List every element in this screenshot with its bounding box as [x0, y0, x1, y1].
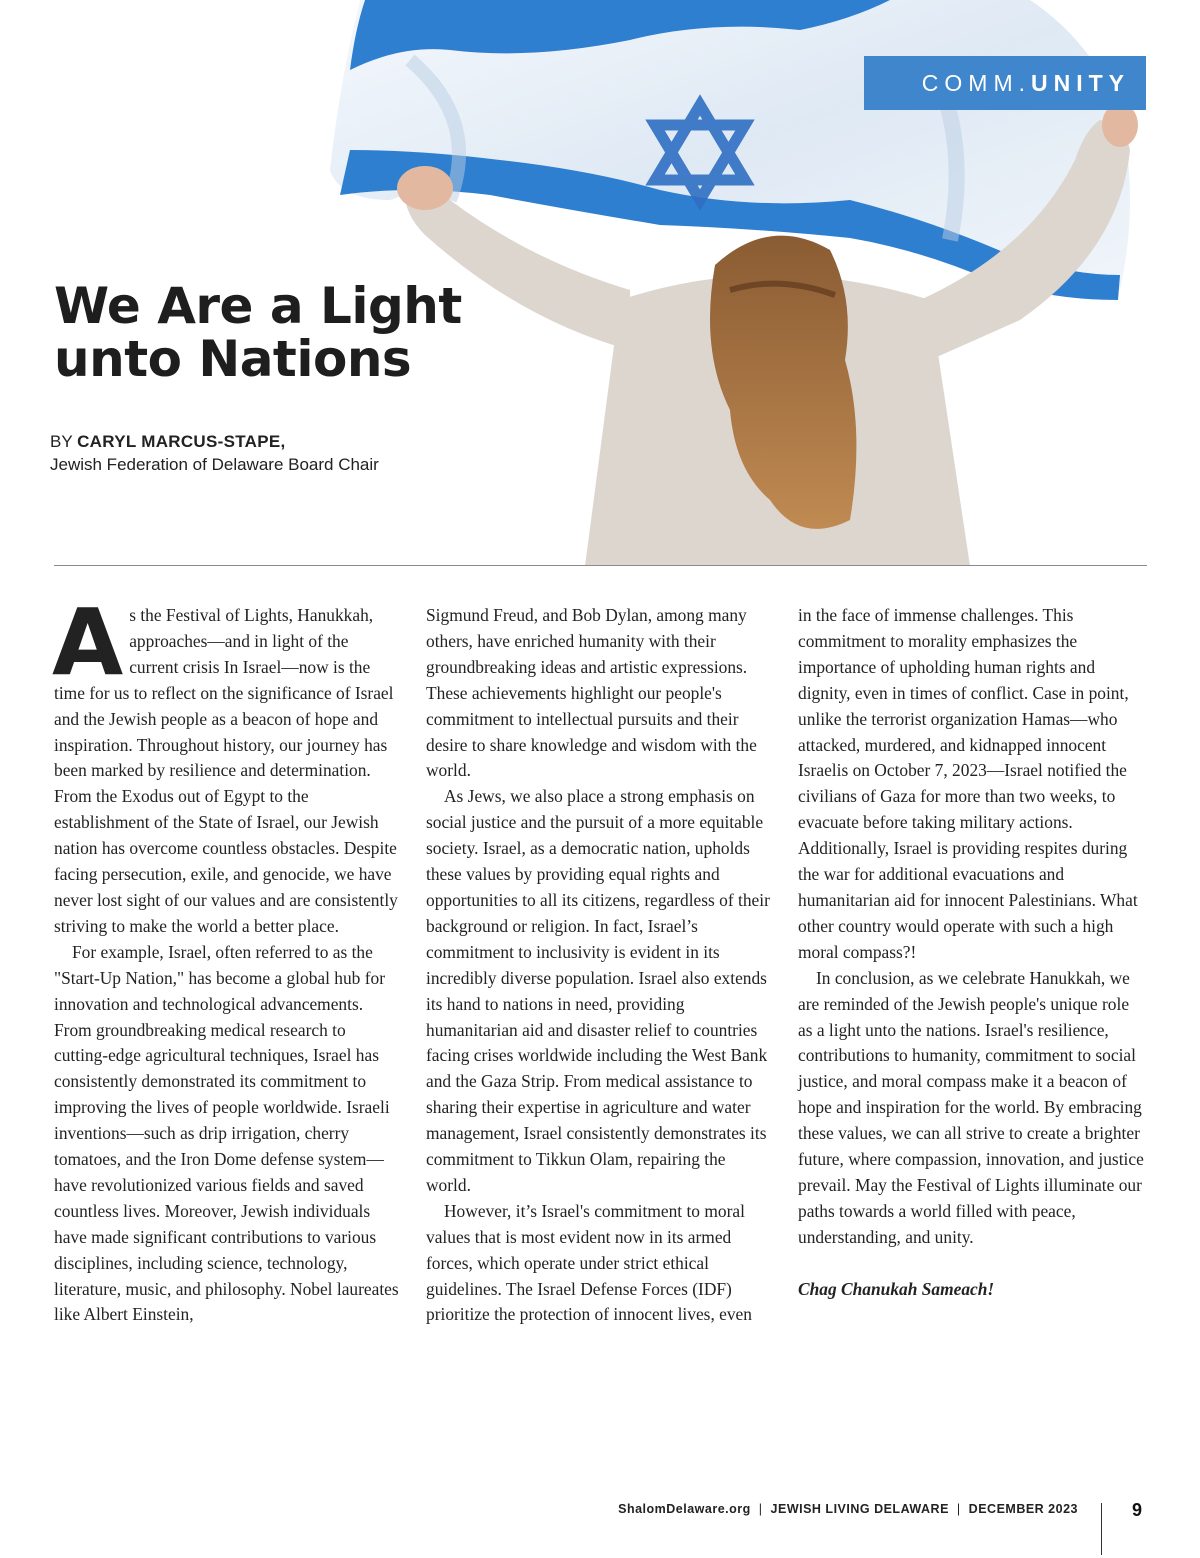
byline-author: CARYL MARCUS-STAPE, [77, 432, 286, 451]
paragraph: As Jews, we also place a strong emphasis on social justice and the pursuit of a more equitable society. Israel, as a democratic nation, upholds these values by providing equal rights and opportunities to all its citizens, regardless of their background or religion. In fact, Israel’s commitment to inclusivity is evident in its incredibly diverse population. Israel also extends its hand to nations in need, providing humanitarian aid and disaster relief to countries facing crises worldwide including the West Bank and the Gaza Strip. From medical assistance to sharing their expertise in agriculture and water management, Israel consistently demonstrates its commitment to Tikkun Olam, repairing the world. [426, 786, 770, 1195]
page-footer: ShalomDelaware.org | JEWISH LIVING DELAWARE | DECEMBER 2023 [618, 1502, 1078, 1516]
paragraph: In conclusion, as we celebrate Hanukkah, we are reminded of the Jewish people's unique role as a light unto the nations. Israel's resilience, contributions to humanity, commitment to social justice, and moral compass make it a beacon of hope and inspiration for the world. By embracing these values, we can all strive to create a brighter future, where compassion, innovation, and justice prevail. May the Festival of Lights illuminate our paths towards a world filled with peace, understanding, and unity. [798, 967, 1144, 1247]
footer-website-link[interactable]: ShalomDelaware.org [618, 1502, 751, 1516]
headline-line-1: We Are a Light [54, 277, 462, 335]
paragraph: Sigmund Freud, and Bob Dylan, among many others, have enriched humanity with their groundbreaking ideas and artistic expressions. These achievements highlight our people's commitment to intellectual pursuits and their desire to share knowledge and wisdom with the world. [426, 605, 757, 781]
byline [50, 430, 379, 476]
article-column-2 [426, 603, 772, 1328]
paragraph: For example, Israel, often referred to as the "Start-Up Nation," has become a global hub for innovation and technological advancements. From groundbreaking medical research to cutting-edge agricultural techniques, Israel has consistently demonstrated its commitment to improving the lives of people worldwide. Israeli inventions—such as drip irrigation, cherry tomatoes, and the Iron Dome defense system—have revolutionized various fields and saved countless lives. Moreover, Jewish individuals have made significant contributions to various disciplines, including science, technology, literature, music, and philosophy. Nobel laureates like Albert Einstein, [54, 941, 399, 1325]
drop-cap: A [52, 589, 124, 696]
page-number: 9 [1132, 1500, 1143, 1520]
article-column-3 [798, 603, 1144, 1303]
signoff: Chag Chanukah Sameach! [798, 1278, 995, 1299]
article-column-1 [52, 589, 400, 1328]
byline-title: Jewish Federation of Delaware Board Chair [50, 455, 379, 474]
footer-divider [1101, 1503, 1102, 1555]
paragraph: However, it’s Israel's commitment to moral values that is most evident now in its armed forces, which operate under strict ethical guidelines. The Israel Defense Forces (IDF) prioritize the protection of innocent lives, even [426, 1200, 752, 1325]
footer-date: DECEMBER 2023 [968, 1502, 1078, 1516]
byline-by: BY [50, 432, 78, 451]
footer-publication: JEWISH LIVING DELAWARE [770, 1502, 949, 1516]
paragraph: As the Festival of Lights, Hanukkah, approaches—and in light of the current crisis In Israel—now is the time for us to reflect on the significance of Israel and the Jewish people as a beacon of hope and inspiration. Throughout history, our journey has been marked by resilience and determination. From the Exodus out of Egypt to the establishment of the State of Israel, our Jewish nation has overcome countless obstacles. Despite facing persecution, exile, and genocide, we have never lost sight of our values and are consistently striving to make the world a better place. [52, 589, 398, 936]
paragraph: in the face of immense challenges. This commitment to morality emphasizes the importance of upholding human rights and dignity, even in times of conflict. Case in point, unlike the terrorist organization Hamas—who attacked, murdered, and kidnapped innocent Israelis on October 7, 2023—Israel notified the civilians of Gaza for more than two weeks, to evacuate before taking military actions. Additionally, Israel is providing respites during the war for additional evacuations and humanitarian aid for innocent Palestinians. What other country would operate with such a high moral compass?! [798, 605, 1138, 962]
section-tag: COMM. UNITY [864, 56, 1146, 110]
headline-line-2: unto Nations [54, 330, 412, 388]
header-divider [54, 565, 1147, 566]
article-headline [54, 277, 524, 388]
